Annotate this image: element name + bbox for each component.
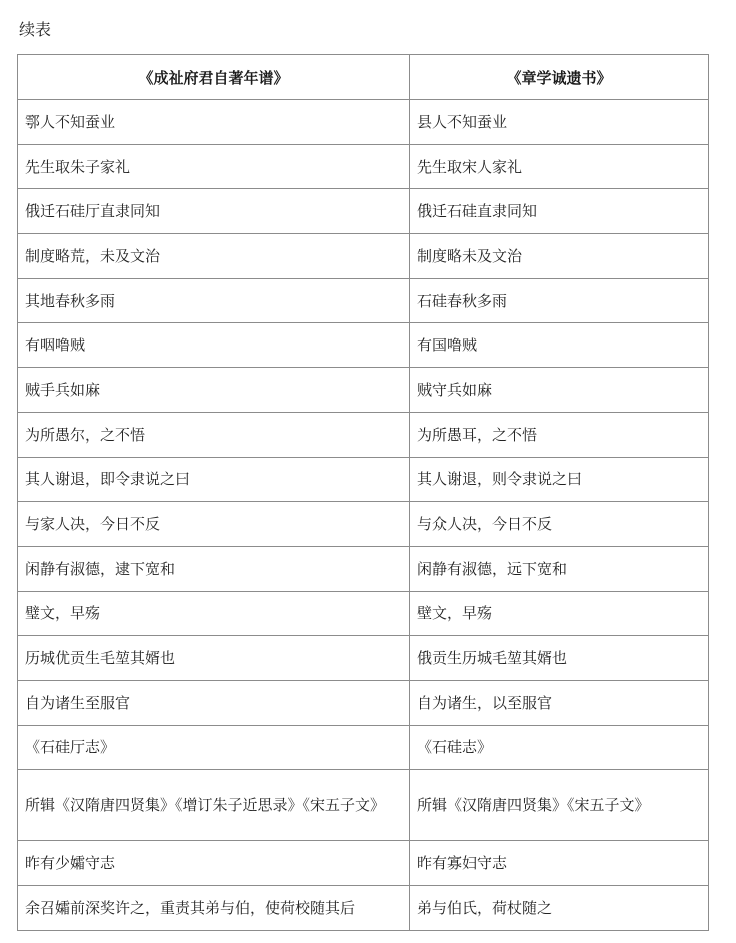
- cell-zhang: 有国噜贼: [410, 323, 709, 368]
- cell-zhang: 《石硅志》: [410, 725, 709, 770]
- cell-zhang: 石硅春秋多雨: [410, 278, 709, 323]
- table-row: [18, 457, 709, 502]
- cell-chengzhi: 其人谢退，即令隶说之曰: [18, 457, 410, 502]
- cell-chengzhi: 制度略荒，未及文治: [18, 234, 410, 279]
- cell-chengzhi: 昨有少孀守志: [18, 841, 410, 886]
- table-row: [18, 502, 709, 547]
- table-row: [18, 725, 709, 770]
- table-row: [18, 189, 709, 234]
- table-row: [18, 100, 709, 145]
- cell-zhang: 所辑《汉隋唐四贤集》《宋五子文》: [410, 770, 709, 841]
- cell-zhang: 制度略未及文治: [410, 234, 709, 279]
- cell-zhang: 自为诸生，以至服官: [410, 680, 709, 725]
- table-row: [18, 886, 709, 931]
- cell-zhang: 先生取宋人家礼: [410, 144, 709, 189]
- cell-chengzhi: 所辑《汉隋唐四贤集》《增订朱子近思录》《宋五子文》: [18, 770, 410, 841]
- table-row: [18, 144, 709, 189]
- column-header-zhang: 《章学诚遗书》: [410, 55, 709, 100]
- cell-zhang: 县人不知蚕业: [410, 100, 709, 145]
- cell-chengzhi: 《石硅厅志》: [18, 725, 410, 770]
- cell-zhang: 与众人决，今日不反: [410, 502, 709, 547]
- table-row: [18, 323, 709, 368]
- cell-zhang: 闲静有淑德，远下宽和: [410, 546, 709, 591]
- cell-zhang: 俄迁石硅直隶同知: [410, 189, 709, 234]
- table-row: [18, 368, 709, 413]
- table-row: [18, 770, 709, 841]
- table-row: [18, 412, 709, 457]
- table-header-row: [18, 55, 709, 100]
- cell-chengzhi: 有咽噜贼: [18, 323, 410, 368]
- table-row: [18, 278, 709, 323]
- cell-zhang: 弟与伯氏，荷杖随之: [410, 886, 709, 931]
- cell-chengzhi: 璧文，早殇: [18, 591, 410, 636]
- table-row: [18, 841, 709, 886]
- cell-zhang: 其人谢退，则令隶说之曰: [410, 457, 709, 502]
- cell-zhang: 壁文，早殇: [410, 591, 709, 636]
- cell-chengzhi: 先生取朱子家礼: [18, 144, 410, 189]
- table-row: [18, 234, 709, 279]
- cell-chengzhi: 余召孀前深奖许之，重责其弟与伯，使荷校随其后: [18, 886, 410, 931]
- cell-zhang: 昨有寡妇守志: [410, 841, 709, 886]
- table-row: [18, 680, 709, 725]
- table-row: [18, 636, 709, 681]
- cell-chengzhi: 闲静有淑德，逮下宽和: [18, 546, 410, 591]
- cell-zhang: 为所愚耳，之不悟: [410, 412, 709, 457]
- comparison-table: [17, 54, 709, 931]
- cell-chengzhi: 为所愚尔，之不悟: [18, 412, 410, 457]
- table-row: [18, 546, 709, 591]
- table-caption: 续表: [19, 20, 52, 39]
- cell-zhang: 俄贡生历城毛堃其婿也: [410, 636, 709, 681]
- column-header-chengzhi: 《成祉府君自著年谱》: [18, 55, 410, 100]
- cell-chengzhi: 其地春秋多雨: [18, 278, 410, 323]
- cell-chengzhi: 历城优贡生毛堃其婿也: [18, 636, 410, 681]
- cell-chengzhi: 俄迁石硅厅直隶同知: [18, 189, 410, 234]
- cell-chengzhi: 鄠人不知蚕业: [18, 100, 410, 145]
- cell-chengzhi: 与家人决，今日不反: [18, 502, 410, 547]
- table-row: [18, 591, 709, 636]
- cell-chengzhi: 自为诸生至服官: [18, 680, 410, 725]
- cell-zhang: 贼守兵如麻: [410, 368, 709, 413]
- cell-chengzhi: 贼手兵如麻: [18, 368, 410, 413]
